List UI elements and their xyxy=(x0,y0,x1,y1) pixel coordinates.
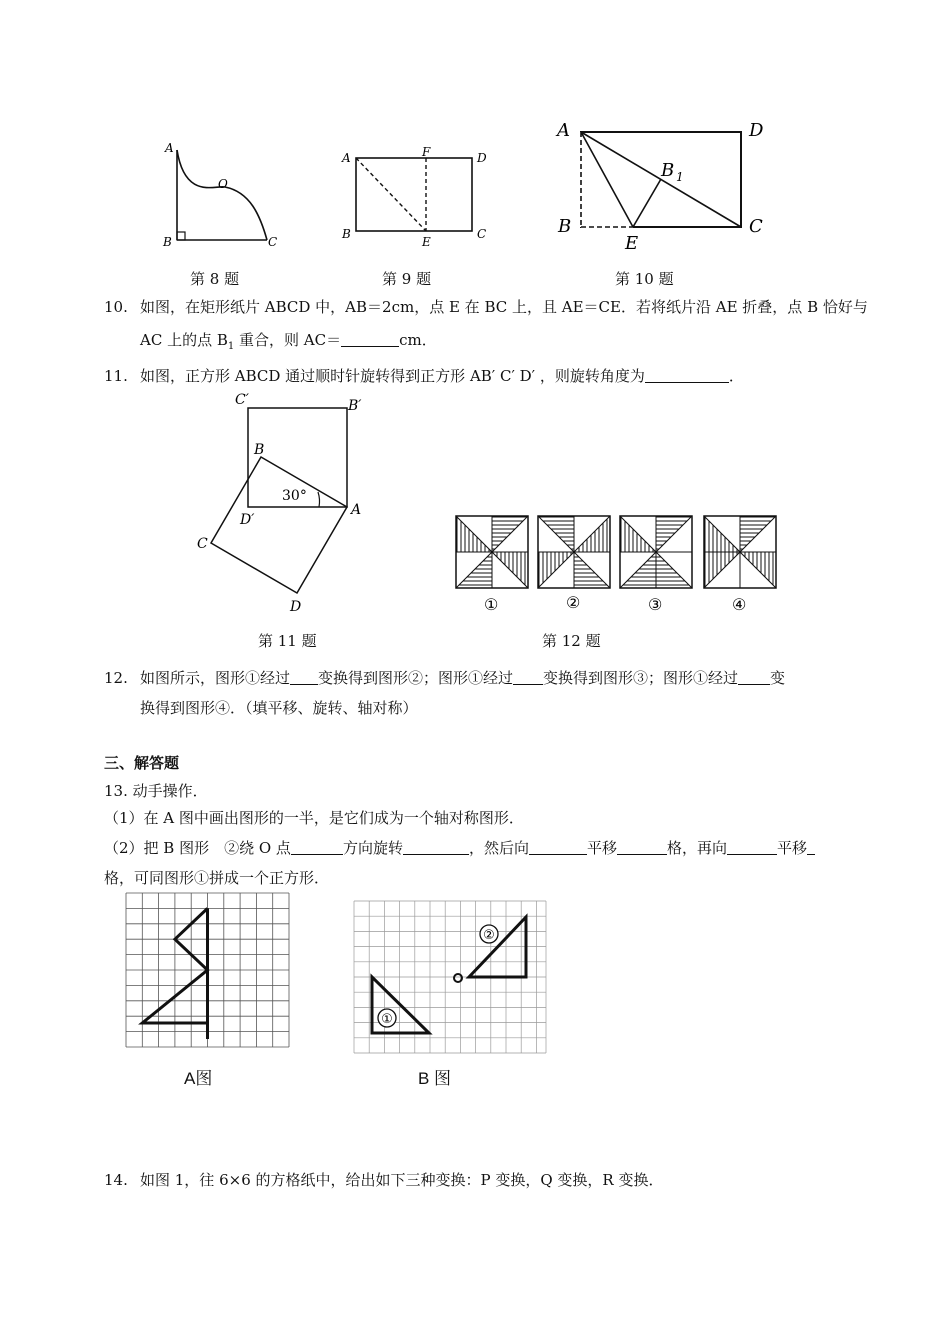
question-11-text: 如图，正方形 ABCD 通过顺时针旋转得到正方形 AB′ C′ D′ ，则旋转角度为 xyxy=(140,367,645,385)
fig-b-label-1: ① xyxy=(381,1011,393,1026)
question-13-text-d: 平移 xyxy=(586,839,617,857)
fig12-square-3 xyxy=(620,516,692,588)
question-14-line xyxy=(104,1169,664,1190)
question-10-text-1: 如图，在矩形纸片 ABCD 中，AB＝2cm，点 E 在 BC 上，且 AE＝CE．若将纸片沿 AE 折叠，点 B 恰好与 xyxy=(140,298,868,316)
question-10-answer-blank[interactable] xyxy=(341,332,399,347)
fig12-label-2: ② xyxy=(566,593,581,612)
question-13-blank-2[interactable] xyxy=(403,840,469,855)
question-12-text-d: 变 xyxy=(770,669,786,687)
question-13-blank-5[interactable] xyxy=(727,840,777,855)
figure-b-grid xyxy=(352,899,548,1055)
question-12-number: 12. xyxy=(104,669,128,687)
fig12-label-3: ③ xyxy=(648,595,663,614)
question-12-line1 xyxy=(104,667,785,688)
figure-12 xyxy=(450,510,790,618)
fig9-label-e: E xyxy=(422,235,431,249)
fig9-label-d: D xyxy=(477,151,487,165)
question-10-line1 xyxy=(104,296,868,317)
fig8-label-b: B xyxy=(163,235,172,249)
question-13-part1: （1）在 A 图中画出图形的一半，是它们成为一个轴对称图形． xyxy=(104,809,524,827)
question-13-title-text: 动手操作． xyxy=(132,782,208,800)
fig10-label-b1-sub: 1 xyxy=(676,170,684,184)
question-13-blank-1[interactable] xyxy=(291,840,343,855)
question-10-line2 xyxy=(140,329,437,352)
question-12-text-b: 变换得到图形②；图形①经过 xyxy=(318,669,514,687)
question-10-text-2a: AC 上的点 B xyxy=(140,331,228,349)
question-12-text-a: 如图所示，图形①经过 xyxy=(140,669,291,687)
fig8-label-a: A xyxy=(165,141,174,155)
question-11-answer-blank[interactable] xyxy=(645,368,729,383)
question-11-line xyxy=(104,365,744,386)
fig11-label-d: D xyxy=(290,599,302,615)
fig11-label-c: C xyxy=(197,536,208,552)
fig11-label-a: A xyxy=(351,502,362,518)
fig11-label-d-prime: D′ xyxy=(240,512,255,528)
fig11-label-c-prime: C′ xyxy=(235,392,249,408)
question-13-text-f: 平移 xyxy=(777,839,808,857)
fig11-label-b-prime: B′ xyxy=(348,398,362,414)
caption-fig9: 第 9 题 xyxy=(382,270,432,288)
fig12-square-1 xyxy=(456,516,528,588)
fig-b-label-2: ② xyxy=(483,927,495,942)
question-14-text: 如图 1，往 6×6 的方格纸中，给出如下三种变换：P 变换，Q 变换，R 变换． xyxy=(140,1171,664,1189)
question-11-end: ． xyxy=(728,367,744,385)
fig10-label-b1: B xyxy=(661,160,675,181)
question-12-text-c: 变换得到图形③；图形①经过 xyxy=(543,669,739,687)
fig12-square-4 xyxy=(704,516,776,588)
question-13-blank-4[interactable] xyxy=(617,840,667,855)
question-13-part3: 格，可同图形①拼成一个正方形． xyxy=(104,869,330,887)
question-11-number: 11. xyxy=(104,367,128,385)
fig10-label-a: A xyxy=(557,120,570,141)
caption-fig11: 第 11 题 xyxy=(258,632,317,650)
question-13-blank-6[interactable] xyxy=(807,840,815,855)
fig10-label-b: B xyxy=(558,216,572,237)
fig10-label-e: E xyxy=(625,233,639,252)
question-12-blank-1[interactable] xyxy=(290,670,318,685)
caption-fig10: 第 10 题 xyxy=(615,270,674,288)
fig9-label-b: B xyxy=(342,227,351,241)
section-heading-3: 三、解答题 xyxy=(104,754,180,772)
question-12-line2: 换得到图形④．（填平移、旋转、轴对称） xyxy=(140,699,418,717)
question-13-text-b: 方向旋转 xyxy=(342,839,403,857)
question-13-text-a: （2）把 B 图形 ②绕 O 点 xyxy=(104,839,291,857)
fig8-label-o: O xyxy=(218,177,228,191)
fig10-label-c: C xyxy=(749,216,763,237)
fig11-label-b: B xyxy=(254,442,265,458)
question-13-text-e: 格，再向 xyxy=(666,839,727,857)
question-13-title xyxy=(104,780,208,801)
figure-9 xyxy=(338,144,498,249)
question-10-text-2c: cm． xyxy=(399,331,437,349)
fig9-label-a: A xyxy=(342,151,351,165)
question-13-blank-3[interactable] xyxy=(529,840,587,855)
question-10-text-2b: 重合，则 AC＝ xyxy=(234,331,342,349)
caption-fig8: 第 8 题 xyxy=(190,270,240,288)
fig10-label-d: D xyxy=(749,120,764,141)
figure-8 xyxy=(160,140,290,255)
fig12-label-4: ④ xyxy=(732,595,747,614)
figure-10 xyxy=(555,112,775,252)
fig12-label-1: ① xyxy=(484,595,499,614)
question-13-text-c: ，然后向 xyxy=(468,839,529,857)
question-12-blank-3[interactable] xyxy=(738,670,770,685)
caption-fig-b: B 图 xyxy=(418,1069,452,1088)
question-10-number: 10. xyxy=(104,298,128,316)
fig9-label-c: C xyxy=(477,227,487,241)
question-14-number: 14. xyxy=(104,1171,128,1189)
figure-a-grid xyxy=(124,891,296,1049)
fig9-label-f: F xyxy=(422,145,431,159)
fig8-label-c: C xyxy=(268,235,278,249)
figure-11 xyxy=(190,388,380,620)
question-13-part2 xyxy=(104,837,815,858)
caption-fig-a: A图 xyxy=(184,1069,213,1088)
fig11-label-angle: 30° xyxy=(282,488,307,504)
caption-fig12: 第 12 题 xyxy=(542,632,601,650)
fig12-square-2 xyxy=(538,516,610,588)
question-10-subscript: 1 xyxy=(227,341,235,352)
question-13-number: 13. xyxy=(104,782,128,800)
question-12-blank-2[interactable] xyxy=(513,670,543,685)
